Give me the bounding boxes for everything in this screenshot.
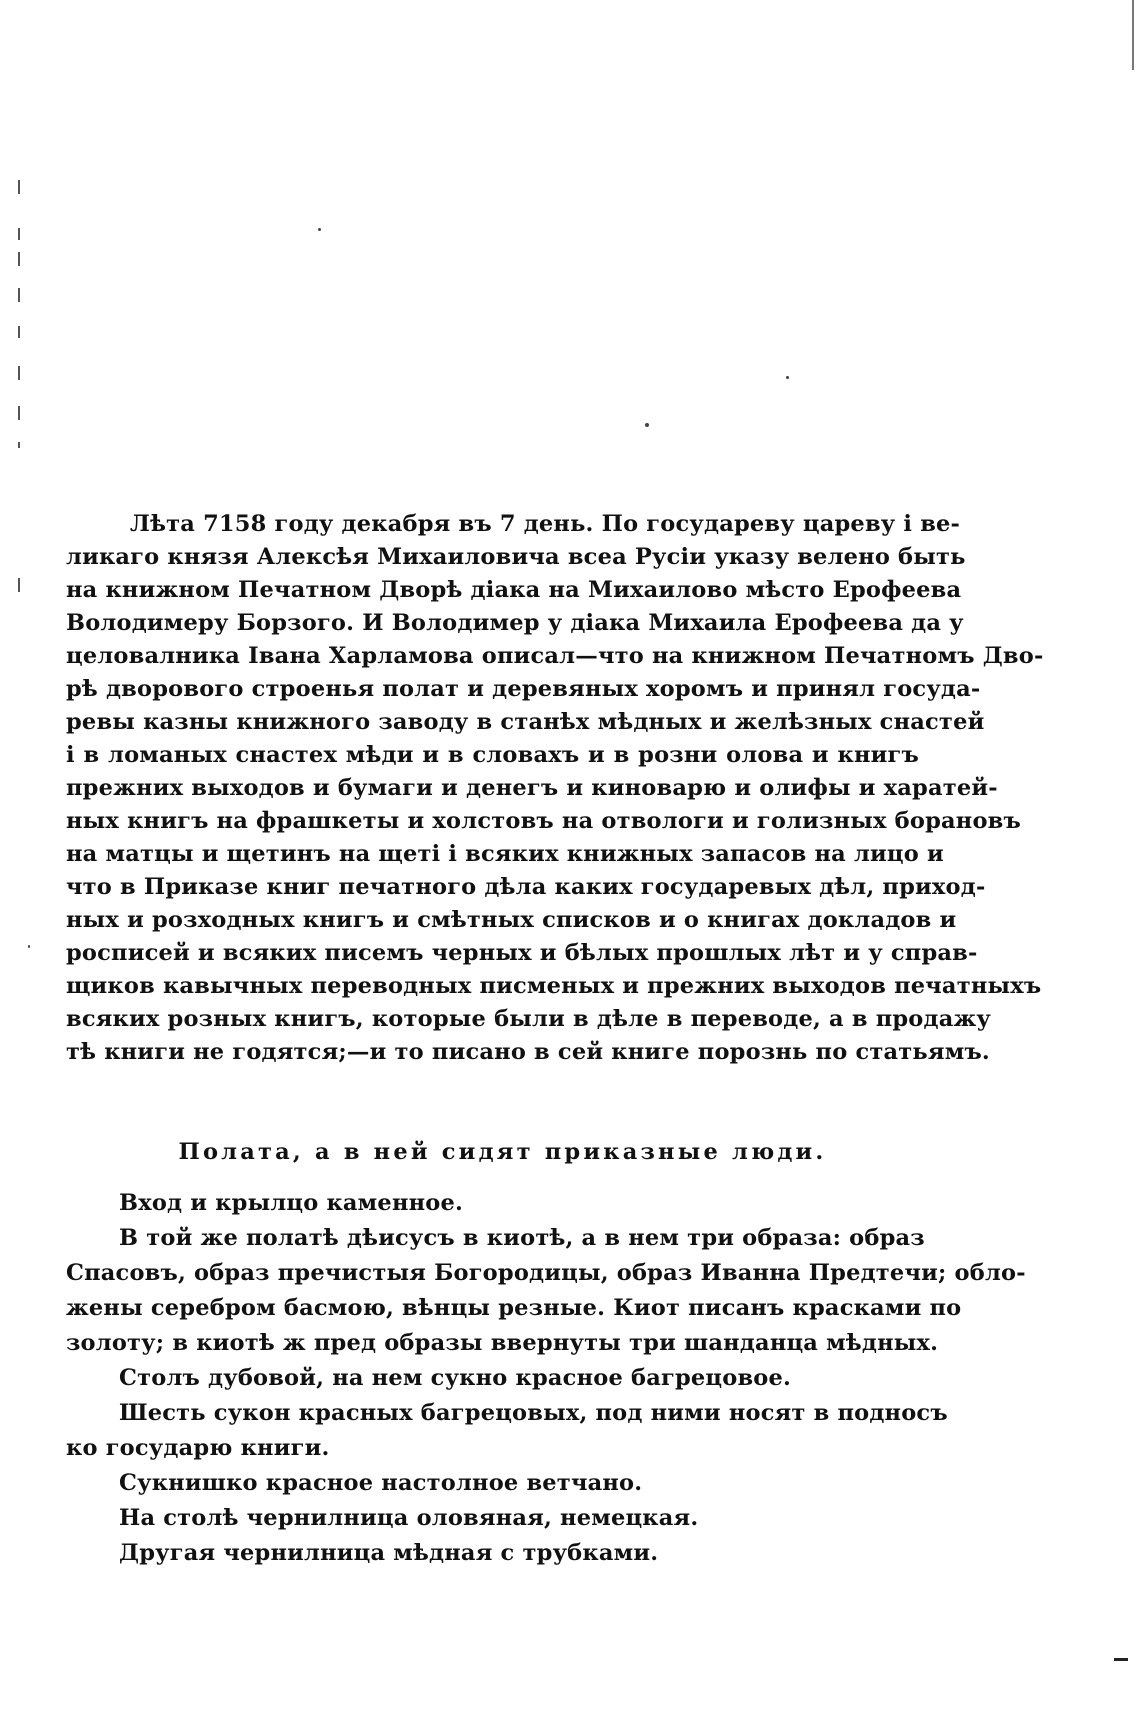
entry-line: На столѣ чернилница оловяная, немецкая.	[119, 1505, 699, 1531]
intro-line: ликаго князя Алексѣя Михаиловича всеа Русіи указу велено быть	[66, 544, 966, 570]
intro-line: ных и розходных книгъ и смѣтных списков и о книгах докладов и	[66, 907, 957, 933]
intro-line: всяких розных книгъ, которые были в дѣле в переводе, а в продажу	[66, 1006, 992, 1032]
margin-scan-marks	[18, 180, 28, 680]
intro-line: прежних выходов и бумаги и денегъ и киноварю и олифы и харатей-	[66, 775, 998, 801]
page-edge-line	[1132, 0, 1134, 70]
intro-line: рѣ дворового строенья полат и деревяных хоромъ и принял госуда-	[66, 676, 981, 702]
entry-line: Спасовъ, образ пречистыя Богородицы, образ Иванна Предтечи; обло-	[66, 1260, 1026, 1286]
inventory-entry	[66, 1221, 1026, 1361]
scan-speck	[645, 423, 649, 427]
entry-line: Сукнишко красное настолное ветчано.	[119, 1470, 643, 1496]
page-edge-dash	[1114, 1658, 1128, 1661]
inventory-entry	[66, 1396, 948, 1466]
intro-line: ных книгъ на фрашкеты и холстовъ на отвологи и голизных борановъ	[66, 808, 1021, 834]
intro-line: что в Приказе книг печатного дѣла каких государевых дѣл, приход-	[66, 874, 986, 900]
intro-line: на матцы и щетинъ на щеті і всяких книжных запасов на лицо и	[66, 841, 944, 867]
intro-line: Лѣта 7158 году декабря въ 7 день. По государеву цареву і ве-	[130, 511, 961, 537]
intro-line: росписей и всяких писемъ черных и бѣлых прошлых лѣт и у справ-	[66, 940, 978, 966]
intro-line: тѣ книги не годятся;—и то писано в сей книге порознь по статьямъ.	[66, 1039, 990, 1065]
entry-line: В той же полатѣ дѣисусъ в киотѣ, а в нем три образа: образ	[119, 1225, 925, 1251]
entry-line: Другая чернилница мѣдная с трубками.	[119, 1540, 659, 1566]
inventory-entry	[66, 1466, 919, 1501]
intro-line: і в ломаных снастех мѣди и в словахъ и в розни олова и книгъ	[66, 742, 919, 768]
entry-line: Столъ дубовой, на нем сукно красное багрецовое.	[119, 1365, 792, 1391]
intro-line: на книжном Печатном Дворѣ діака на Михаилово мѣсто Ерофеева	[66, 577, 962, 603]
inventory-entry	[66, 1536, 919, 1571]
section-heading: Полата, а в ней сидят приказные люди.	[178, 1139, 827, 1165]
intro-line: щиков кавычных переводных писменых и прежних выходов печатныхъ	[66, 973, 1042, 999]
entry-line: жены серебром басмою, вѣнцы резные. Киот писанъ красками по	[66, 1295, 962, 1321]
inventory-entry	[66, 1361, 919, 1396]
entry-line: ко государю книги.	[66, 1435, 330, 1461]
scan-speck	[786, 376, 789, 379]
intro-line: Володимеру Борзого. И Володимер у діака Михаила Ерофеева да у	[66, 610, 964, 636]
scan-speck	[28, 945, 30, 948]
inventory-entry	[66, 1186, 919, 1221]
intro-line: ревы казны книжного заводу в станѣх мѣдных и желѣзных снастей	[66, 709, 985, 735]
inventory-list	[66, 1186, 1026, 1571]
intro-paragraph	[66, 508, 1044, 1069]
entry-line: Вход и крылцо каменное.	[119, 1190, 464, 1216]
intro-line: целовалника Івана Харламова описал—что на книжном Печатномъ Дво-	[66, 643, 1044, 669]
entry-line: золоту; в киотѣ ж пред образы ввернуты три шанданца мѣдных.	[66, 1330, 939, 1356]
scan-speck	[318, 228, 321, 231]
entry-line: Шесть сукон красных багрецовых, под ними носят в подносъ	[119, 1400, 948, 1426]
inventory-entry	[66, 1501, 919, 1536]
